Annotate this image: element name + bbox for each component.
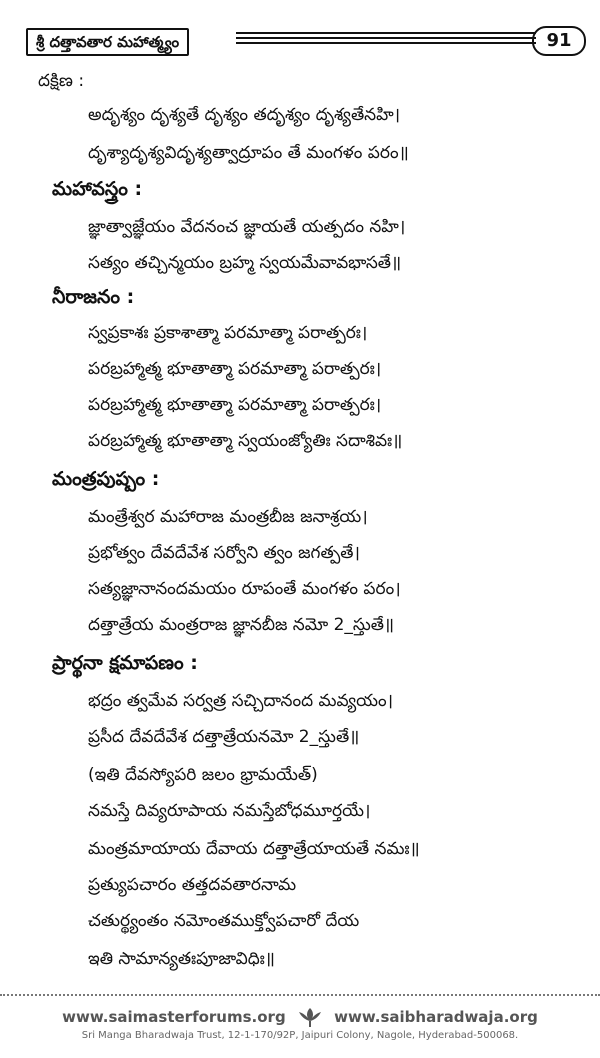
verse-line: జ్ఞాత్వాజ్ఞేయం వేదనంచ జ్ఞాయతే యత్పదం నహి। [88,217,406,237]
verse-line: అదృశ్యం దృశ్యతే దృశ్యం తదృశ్యం దృశ్యతేనహి। [88,105,401,125]
section-heading-nirajanam: నీరాజనం : [52,286,135,308]
verse-line: దత్తాత్రేయ మంత్రరాజ జ్ఞానబీజ నమో 2_స్తుతే॥ [88,615,395,635]
verse-line: మంత్రేశ్వర మహారాజ మంత్రబీజ జనాశ్రయ। [88,507,368,527]
verse-line: ప్రభోత్వం దేవదేవేశ సర్వోని త్వం జగత్పతే। [88,543,360,563]
page-footer [0,1006,600,1041]
section-heading-mantrapushpam: మంత్రపుష్పం : [52,468,160,490]
verse-line: నమస్తే దివ్యరూపాయ నమస్తేబోధమూర్తయే। [88,801,371,821]
verse-line: ప్రసీద దేవదేవేశ దత్తాత్రేయనమో 2_స్తుతే॥ [88,727,360,747]
section-heading-prarthana: ప్రార్థనా క్షమాపణం : [52,652,198,674]
verse-line: ఇతి సామాన్యతఃపూజావిధిః॥ [88,949,275,969]
verse-line: పరబ్రహ్మాత్మ భూతాత్మా పరమాత్మా పరాత్పరః। [88,395,382,415]
verse-line: స్వప్రకాశః ప్రకాశాత్మా పరమాత్మా పరాత్పరః। [88,323,368,343]
section-label-dakshina: దక్షిణ : [38,71,85,91]
verse-line: భద్రం త్వమేవ సర్వత్ర సచ్చిదానంద మవ్యయం। [88,691,394,711]
book-title: శ్రీ దత్తావతార మహాత్మ్యం [26,28,189,56]
footer-address: Sri Manga Bharadwaja Trust, 12-1-170/92P, Jaipuri Colony, Nagole, Hyderabad-500068. [81,1030,519,1041]
lotus-emblem-icon [297,1006,323,1028]
verse-line: సత్యజ్ఞానానందమయం రూపంతే మంగళం పరం। [88,579,401,599]
footer-divider [0,994,600,996]
verse-line: సత్యం తచ్చిన్మయం బ్రహ్మ స్వయమేవావభాసతే॥ [88,253,402,273]
section-heading-mahavastram: మహావస్త్రం : [52,178,143,200]
footer-link-saibharadwaja[interactable]: www.saibharadwaja.org [334,1008,538,1026]
footer-links [0,1006,600,1028]
page-number: 91 [532,26,586,56]
verse-line: (ఇతి దేవస్యోపరి జలం భ్రామయేత్) [88,765,318,785]
verse-line: చతుర్థ్యంతం నమోంతముక్త్వోపచారో దేయ [88,911,360,931]
page-header [26,26,586,56]
verse-line: దృశ్యాదృశ్యవిదృశ్యత్వాద్రూపం తే మంగళం పరం॥ [88,143,409,163]
verse-line: పరబ్రహ్మాత్మ భూతాత్మా స్వయంజ్యోతిః సదాశివః॥ [88,431,403,451]
verse-line: ప్రత్యుపచారం తత్తదవతారనామ [88,875,297,895]
verse-line: మంత్రమాయాయ దేవాయ దత్తాత్రేయాయతే నమః॥ [88,839,420,859]
footer-link-saimasterforums[interactable]: www.saimasterforums.org [62,1008,286,1026]
verse-line: పరబ్రహ్మాత్మ భూతాత్మా పరమాత్మా పరాత్పరః। [88,359,382,379]
header-rules [236,32,536,50]
